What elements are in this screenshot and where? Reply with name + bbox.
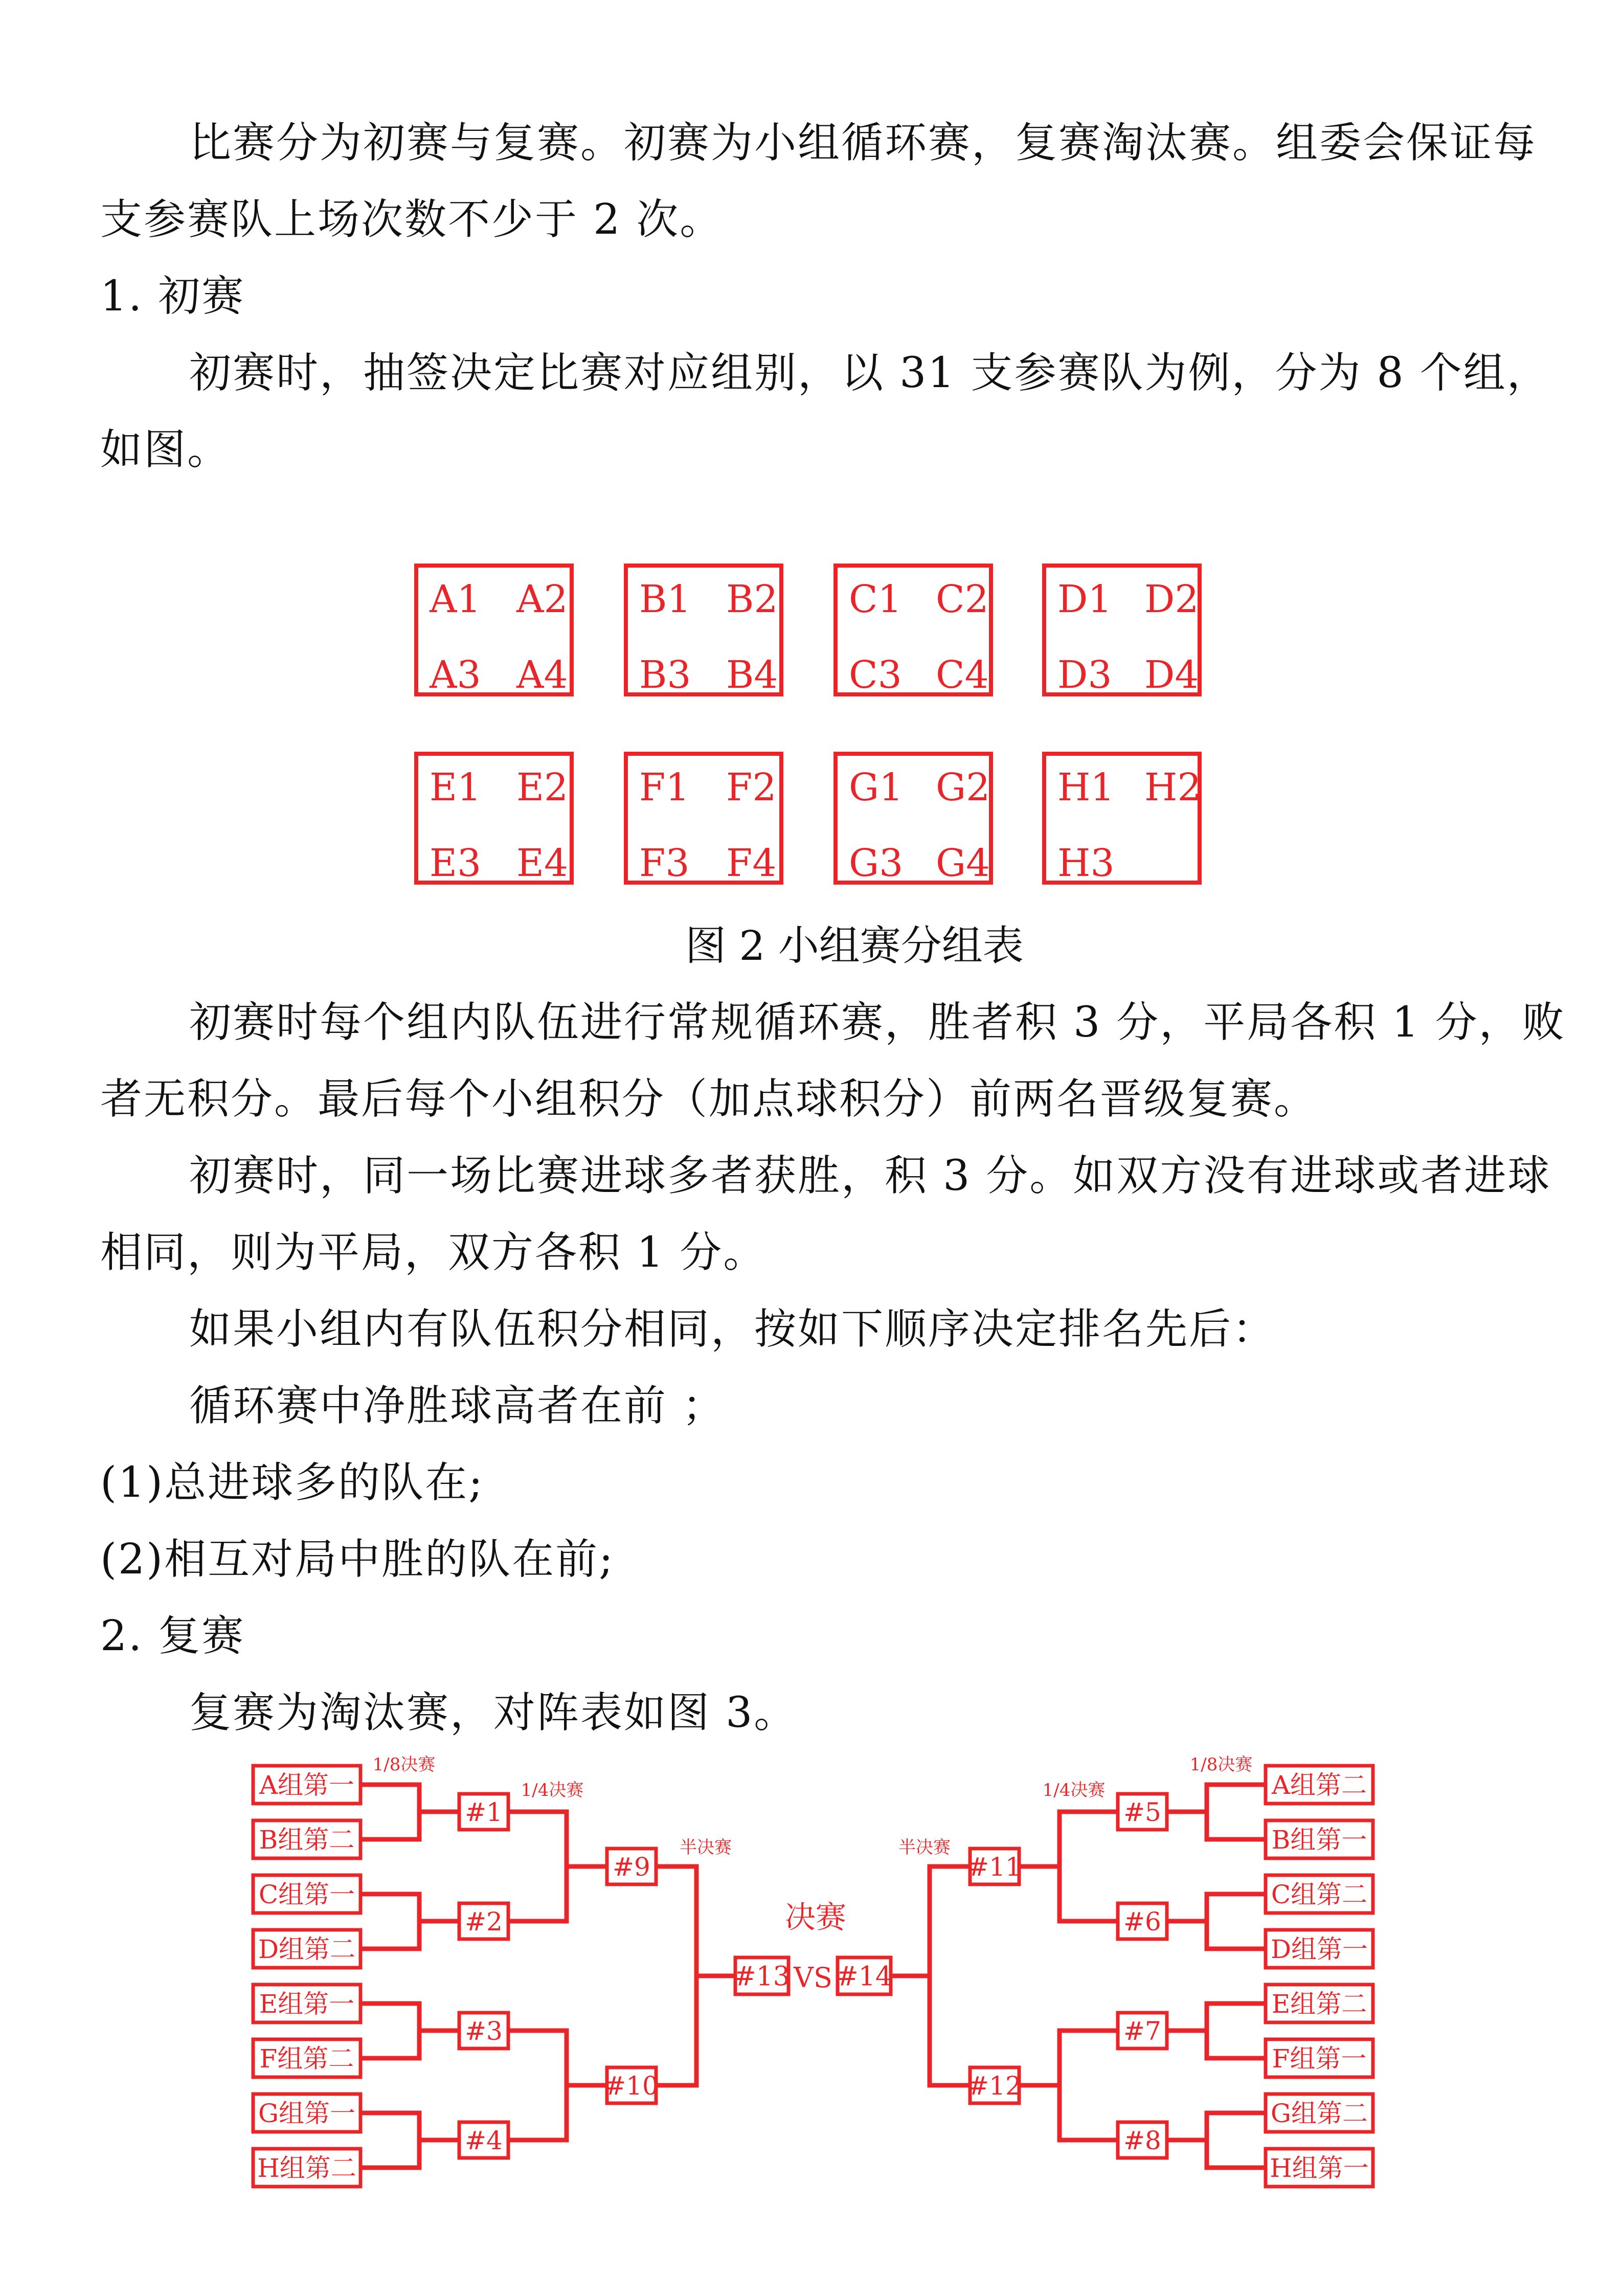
team-cell: H1	[1057, 766, 1115, 809]
text-line: 如果小组内有队伍积分相同，按如下顺序决定排名先后：	[189, 1305, 1276, 1354]
section-heading-preliminary: 1. 初赛	[100, 272, 245, 321]
team-cell: F2	[726, 766, 777, 809]
team-cell: E4	[516, 841, 569, 885]
team-cell: B3	[639, 653, 691, 697]
team-cell: F3	[639, 841, 690, 885]
text-line: 循环赛中净胜球高者在前 ；	[189, 1382, 726, 1430]
bracket-line	[1060, 2031, 1118, 2140]
round-label-r16: 1/8决赛	[372, 1754, 436, 1775]
team-slot: B组第一	[1271, 1825, 1367, 1855]
match-number: #4	[465, 2126, 503, 2155]
match-number: #8	[1123, 2126, 1161, 2155]
team-slot: A组第二	[1271, 1770, 1367, 1800]
round-label-sf: 半决赛	[680, 1837, 732, 1858]
round-label-qf: 1/4决赛	[1042, 1780, 1106, 1800]
team-cell: E3	[430, 841, 482, 885]
bracket-line	[508, 1812, 567, 1921]
text-line: 支参赛队上场次数不少于 2 次。	[100, 195, 724, 244]
team-slot: G组第一	[258, 2099, 355, 2128]
match-number: #10	[604, 2071, 659, 2101]
text-line: 复赛为淘汰赛，对阵表如图 3。	[189, 1689, 798, 1737]
team-slot: H组第一	[1270, 2153, 1369, 2183]
team-cell: D3	[1057, 653, 1112, 697]
bracket-line	[360, 1894, 419, 1949]
team-slot: E组第二	[1271, 1989, 1367, 2019]
team-cell: B1	[639, 577, 691, 621]
final-label: 决赛	[785, 1900, 846, 1935]
team-cell: H3	[1057, 841, 1115, 885]
team-cell: D1	[1057, 577, 1112, 621]
team-cell: B4	[726, 653, 778, 697]
bracket-line	[508, 2031, 567, 2140]
team-cell: E2	[516, 766, 569, 809]
team-slot: E组第一	[259, 1989, 355, 2019]
bracket-line	[1060, 1812, 1118, 1921]
team-cell: G3	[849, 841, 904, 885]
team-cell: H2	[1144, 766, 1202, 809]
bracket-line	[1207, 2113, 1266, 2168]
round-label-qf: 1/4决赛	[521, 1780, 584, 1800]
section-heading-knockout: 2. 复赛	[100, 1612, 245, 1660]
text-line: 初赛时每个组内队伍进行常规循环赛，胜者积 3 分，平局各积 1 分，败	[189, 998, 1566, 1047]
team-cell: A1	[430, 577, 481, 621]
team-slot: C组第二	[1271, 1880, 1368, 1909]
team-cell: F1	[639, 766, 690, 809]
match-number: #5	[1123, 1797, 1161, 1827]
list-item: (1)总进球多的队在;	[100, 1458, 484, 1507]
text-line: 相同，则为平局，双方各积 1 分。	[100, 1228, 767, 1277]
team-cell: F4	[726, 841, 777, 885]
match-number: #14	[836, 1961, 892, 1992]
team-cell: G4	[936, 841, 990, 885]
match-number: #13	[734, 1961, 790, 1992]
bracket-line	[656, 1866, 696, 2085]
team-cell: A3	[430, 653, 481, 697]
bracket-line	[360, 2113, 419, 2168]
match-number: #9	[613, 1852, 650, 1882]
bracket-line	[930, 1866, 970, 2085]
round-label-sf: 半决赛	[898, 1837, 951, 1858]
team-slot: F组第二	[259, 2044, 354, 2074]
team-slot: F组第一	[1272, 2044, 1367, 2074]
bracket-line	[1207, 1894, 1266, 1949]
team-cell: B2	[726, 577, 778, 621]
text-line: 者无积分。最后每个小组积分（加点球积分）前两名晋级复赛。	[100, 1075, 1318, 1123]
team-cell: D4	[1144, 653, 1199, 697]
bracket-line	[1207, 1785, 1266, 1839]
team-cell: D2	[1144, 577, 1199, 621]
team-slot: G组第二	[1271, 2099, 1368, 2128]
bracket-line	[360, 2004, 419, 2058]
team-slot: D组第二	[258, 1934, 356, 1964]
team-cell: G1	[849, 766, 904, 809]
figure-caption: 图 2 小组赛分组表	[685, 922, 1024, 970]
team-cell: C3	[849, 653, 902, 697]
match-number: #1	[465, 1797, 503, 1827]
match-number: #6	[1123, 1907, 1161, 1937]
text-line: 初赛时，同一场比赛进球多者获胜，积 3 分。如双方没有进球或者进球	[189, 1152, 1551, 1200]
team-slot: H组第二	[257, 2153, 356, 2183]
match-number: #11	[967, 1852, 1022, 1882]
match-number: #7	[1123, 2016, 1161, 2046]
team-slot: D组第一	[1270, 1934, 1368, 1964]
team-cell: E1	[430, 766, 482, 809]
team-cell: C1	[849, 577, 902, 621]
team-cell: A2	[516, 577, 568, 621]
match-number: #12	[967, 2071, 1022, 2101]
team-slot: C组第一	[258, 1880, 355, 1909]
team-slot: B组第二	[259, 1825, 355, 1855]
text-line: 如图。	[100, 425, 231, 474]
team-cell: C2	[936, 577, 989, 621]
match-number: #2	[465, 1907, 503, 1937]
round-label-r16: 1/8决赛	[1189, 1754, 1253, 1775]
bracket-line	[360, 1785, 419, 1839]
team-cell: C4	[936, 653, 989, 697]
list-item: (2)相互对局中胜的队在前;	[100, 1535, 615, 1584]
match-number: #3	[465, 2016, 503, 2046]
vs-label: VS	[794, 1962, 832, 1994]
text-line: 初赛时，抽签决定比赛对应组别，以 31 支参赛队为例，分为 8 个组，	[189, 349, 1550, 397]
team-cell: A4	[516, 653, 568, 697]
team-slot: A组第一	[259, 1770, 355, 1800]
team-cell: G2	[936, 766, 990, 809]
bracket-line	[1207, 2004, 1266, 2058]
text-line: 比赛分为初赛与复赛。初赛为小组循环赛，复赛淘汰赛。组委会保证每	[189, 119, 1537, 167]
